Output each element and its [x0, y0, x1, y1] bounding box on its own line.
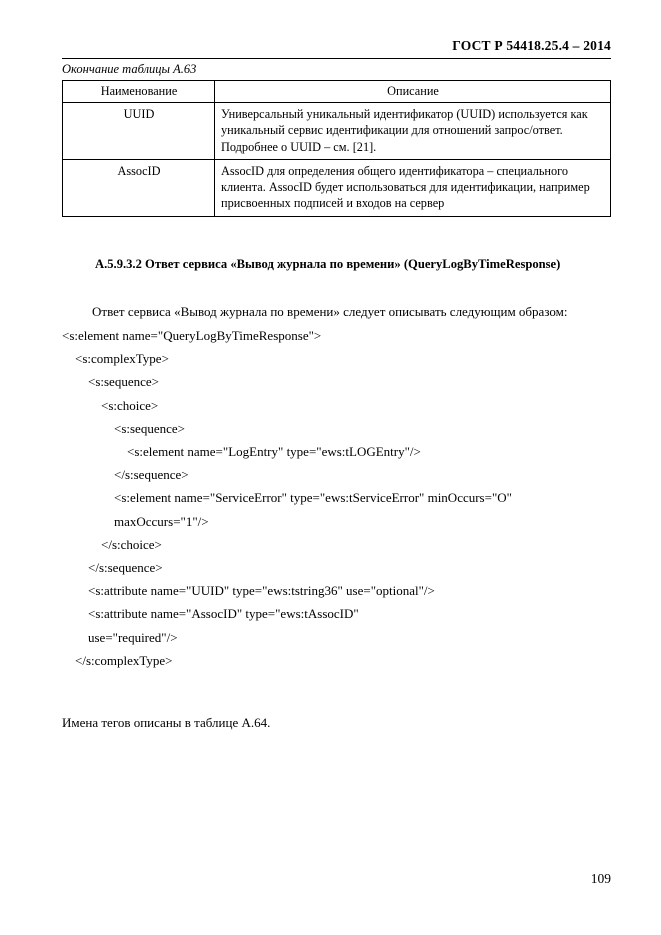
table-row — [63, 159, 611, 216]
header-divider — [62, 58, 611, 59]
table-cell-name: AssocID — [63, 159, 215, 216]
code-line: <s:sequence> — [62, 420, 185, 436]
table-header-row — [63, 81, 611, 103]
table-cell-name: UUID — [63, 103, 215, 160]
code-line: <s:element name="QueryLogByTimeResponse"> — [62, 328, 322, 343]
code-line: use="required"/> — [62, 629, 178, 645]
page-header-standard-title: ГОСТ Р 54418.25.4 – 2014 — [452, 38, 611, 53]
xml-schema-code-block — [62, 324, 621, 672]
code-line: <s:element name="LogEntry" type="ews:tLOGEntry"/> — [62, 444, 421, 460]
code-line: </s:complexType> — [62, 652, 173, 668]
code-line: <s:complexType> — [62, 351, 169, 367]
page-number: 109 — [590, 871, 611, 886]
code-line: <s:choice> — [62, 397, 159, 413]
code-line: <s:attribute name="AssocID" type="ews:tAssocID" — [62, 606, 359, 622]
table-column-header-description: Описание — [215, 81, 611, 103]
section-heading: А.5.9.3.2 Ответ сервиса «Вывод журнала по времени» (QueryLogByTimeResponse) — [95, 257, 561, 271]
code-line: <s:attribute name="UUID" type="ews:tstring36" use="optional"/> — [62, 583, 435, 599]
section-intro-paragraph: Ответ сервиса «Вывод журнала по времени» следует описывать следующим образом: — [92, 304, 568, 319]
table-row — [63, 103, 611, 160]
table-cell-description: Универсальный уникальный идентификатор (UUID) используется как уникальный сервис идентификации для отношений запрос/ответ. Подробнее о UUID – см. [21]. — [215, 103, 611, 160]
code-line: <s:sequence> — [62, 374, 159, 390]
table-caption: Окончание таблицы А.63 — [62, 62, 197, 76]
closing-paragraph: Имена тегов описаны в таблице А.64. — [62, 715, 271, 730]
code-line: </s:choice> — [62, 536, 162, 552]
table-cell-description: AssocID для определения общего идентификатора – специального клиента. AssocID будет использоваться для идентификации, например присвоенных подписей и входов на сервер — [215, 159, 611, 216]
code-line: <s:element name="ServiceError" type="ews:tServiceError" minOccurs="O" — [62, 490, 512, 506]
parameters-table — [62, 80, 611, 217]
table-column-header-name: Наименование — [63, 81, 215, 103]
code-line: </s:sequence> — [62, 467, 189, 483]
code-line: maxOccurs="1"/> — [62, 513, 209, 529]
code-line: </s:sequence> — [62, 560, 163, 576]
